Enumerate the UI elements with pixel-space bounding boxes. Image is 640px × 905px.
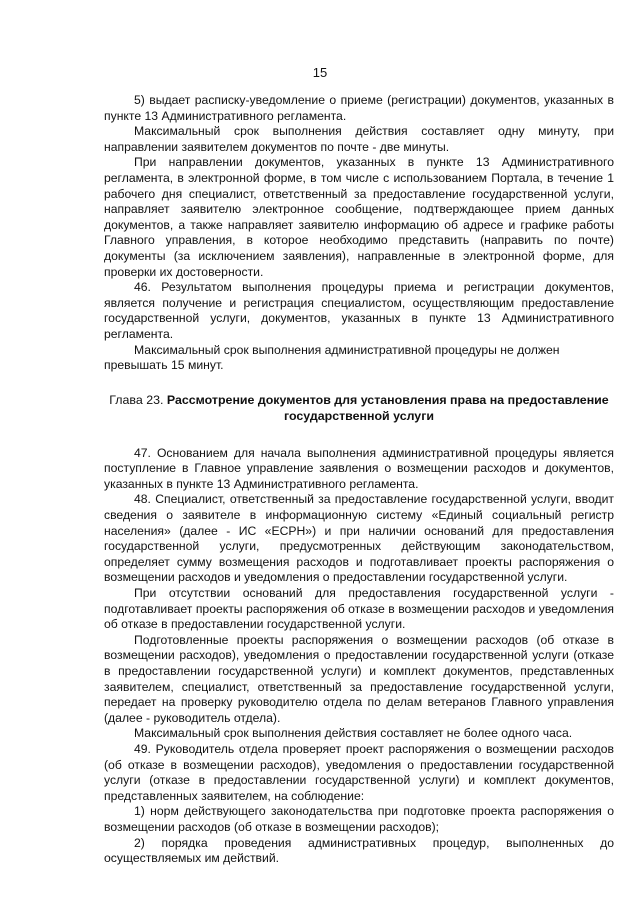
document-body bbox=[104, 93, 614, 867]
paragraph-max-time-1: Максимальный срок выполнения действия составляет одну минуту, при направлении заявителем документов по почте - две минуты. bbox=[104, 124, 614, 154]
paragraph-receipt: 5) выдает расписку-уведомление о приеме (регистрации) документов, указанных в пункте 13 Административного регламента. bbox=[104, 93, 614, 123]
chapter-title-line2: государственной услуги bbox=[284, 408, 434, 423]
paragraph-46: 46. Результатом выполнения процедуры приема и регистрации документов, является получение и регистрация специалистом, осуществляющим предоставление государственной услуги, документов, указанных в пункте 13 Административного регламента. bbox=[104, 280, 614, 341]
paragraph-max-time-3: Максимальный срок выполнения действия составляет не более одного часа. bbox=[134, 726, 573, 741]
chapter-prefix: Глава 23. bbox=[109, 392, 164, 407]
paragraph-49: 49. Руководитель отдела проверяет проект распоряжения о возмещении расходов (об отказе в возмещении расходов), уведомления о предоставлении государственной услуги (отказе в предоставлении государственной услуги) и комплект документов, представленных заявителем, на соблюдение: bbox=[104, 741, 614, 803]
page-number: 15 bbox=[312, 65, 328, 80]
paragraph-48: 48. Специалист, ответственный за предоставление государственной услуги, вводит сведения о заявителе в информационную систему «Единый социальный регистр населения» (далее - ИС «ЕСРН») и при наличии оснований для предоставления государственной услуги, предусмотренных действующим законодательством, определяет сумму возмещения расходов и подготавливает проекты распоряжения о возмещении расходов и уведомления о предоставлении государственной услуги. bbox=[104, 492, 614, 585]
paragraph-prepared-drafts: Подготовленные проекты распоряжения о возмещении расходов (об отказе в возмещении расходов), уведомления о предоставлении государственной услуги (отказе в предоставлении государственной услуги) и комплект документов, представленных заявителем, специалист, ответственный за предоставление государственной услуги, передает на проверку руководителю отдела по делам ветеранов Главного управления (далее - руководитель отдела). bbox=[104, 632, 614, 725]
list-item-1: 1) норм действующего законодательства при подготовке проекта распоряжения о возмещении расходов (об отказе в возмещении расходов); bbox=[104, 804, 614, 834]
chapter-title-line1: Рассмотрение документов для установления права на предоставление bbox=[166, 392, 609, 407]
paragraph-max-time-2: Максимальный срок выполнения административной процедуры не должен превышать 15 минут. bbox=[104, 342, 560, 373]
chapter-heading bbox=[104, 392, 614, 424]
list-item-2: 2) порядка проведения административных процедур, выполненных до осуществляемых им действий. bbox=[104, 835, 614, 866]
paragraph-47: 47. Основанием для начала выполнения административной процедуры является поступление в Главное управление заявления о возмещении расходов и документов, указанных в пункте 13 Административного регламента. bbox=[104, 445, 614, 491]
paragraph-electronic-docs: При направлении документов, указанных в пункте 13 Административного регламента, в электронной форме, в том числе с использованием Портала, в течение 1 рабочего дня специалист, ответственный за предоставление государственной услуги, направляет заявителю электронное сообщение, подтверждающее прием данных документов, а также направляет заявителю информацию об адресе и графике работы Главного управления, в которое необходимо представить (направить по почте) документы (за исключением заявления), направленные в электронной форме, для проверки их достоверности. bbox=[104, 155, 614, 279]
paragraph-no-grounds: При отсутствии оснований для предоставления государственной услуги - подготавливает проекты распоряжения об отказе в возмещении расходов и уведомления об отказе в предоставлении государственной услуги. bbox=[104, 586, 614, 632]
